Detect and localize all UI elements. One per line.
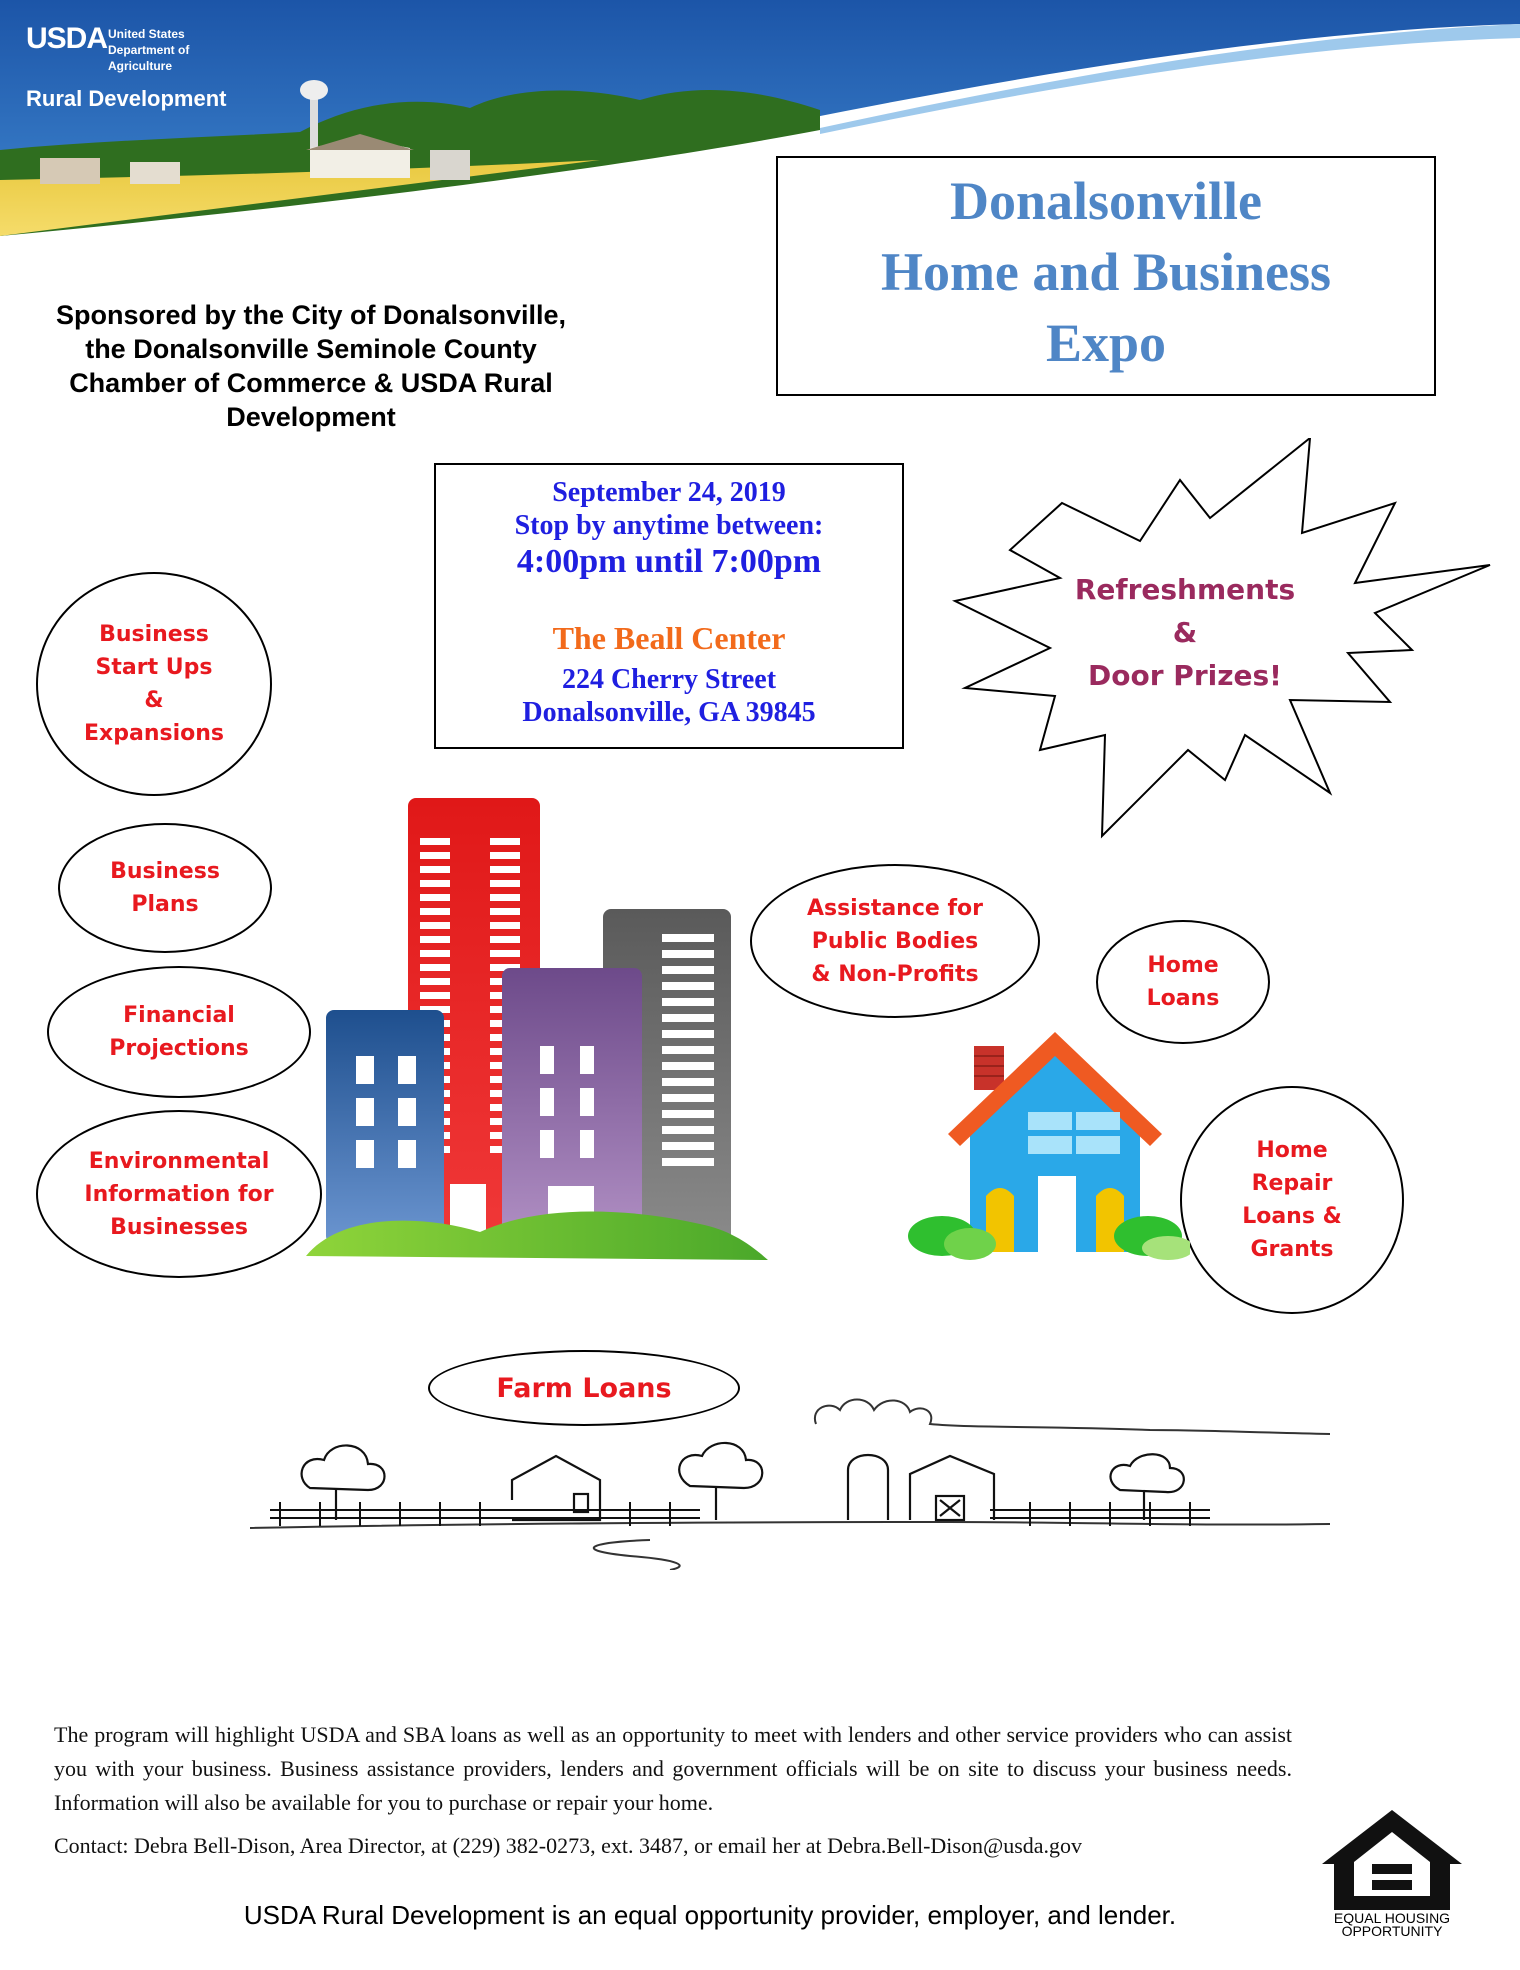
sponsor-line-4: Development <box>226 402 396 432</box>
eho-line-1: EQUAL HOUSING <box>1333 1910 1451 1926</box>
event-stop-by: Stop by anytime between: <box>514 510 824 541</box>
sponsor-text <box>20 298 602 434</box>
event-details-box <box>434 463 904 749</box>
event-time: 4:00pm until 7:00pm <box>516 543 822 580</box>
title-line-1: Donalsonville <box>949 171 1263 231</box>
farm-sketch-illustration <box>250 1370 1330 1570</box>
service-projections-oval <box>47 966 311 1098</box>
title-box <box>776 156 1436 396</box>
service-environmental-oval <box>36 1110 322 1278</box>
service-home-loans-oval <box>1096 920 1270 1044</box>
event-city: Donalsonville, GA 39845 <box>522 697 816 728</box>
service-startups-oval <box>36 572 272 796</box>
program-description: The program will highlight USDA and SBA loans as well as an opportunity to meet with lenders and other service providers who can assist you with your business. Business assistance providers, lenders and government officials will be on site to discuss your business needs. Information will also be available for you to purchase or repair your home. <box>54 1722 1292 1815</box>
agency-line-2: Department of <box>108 43 190 57</box>
usda-logo: USDA <box>26 22 108 55</box>
title-line-2: Home and Business <box>880 242 1332 302</box>
burst-line-2: & <box>1172 616 1198 649</box>
equal-housing-label <box>1318 1912 1466 1938</box>
service-home-repair: Home Repair Loans & Grants <box>1242 1138 1342 1262</box>
refreshments-text <box>1040 568 1330 697</box>
sponsor-line-2: the Donalsonville Seminole County <box>85 334 537 364</box>
title-line-3: Expo <box>1045 313 1167 373</box>
service-environmental: Environmental Information for Businesses <box>84 1148 274 1240</box>
city-buildings-illustration <box>300 794 770 1264</box>
agency-line-3: Agriculture <box>108 59 173 73</box>
sponsor-line-1: Sponsored by the City of Donalsonville, <box>55 300 567 330</box>
division-name: Rural Development <box>26 86 227 111</box>
agency-name <box>108 26 189 74</box>
contact-info: Contact: Debra Bell-Dison, Area Director, at (229) 382-0273, ext. 3487, or email her at Debra.Bell-Dison@usda.gov <box>54 1833 1083 1858</box>
service-plans-oval <box>58 823 272 953</box>
service-farm-loans: Farm Loans <box>496 1372 672 1404</box>
service-plans: Business Plans <box>110 859 220 917</box>
service-projections: Financial Projections <box>109 1003 249 1061</box>
house-illustration <box>900 1030 1190 1266</box>
service-startups: Business Start Ups & Expansions <box>84 622 224 746</box>
event-venue: The Beall Center <box>552 620 786 656</box>
service-home-loans: Home Loans <box>1146 953 1220 1011</box>
eho-line-2: OPPORTUNITY <box>1341 1923 1443 1939</box>
service-public-bodies-oval <box>750 864 1040 1018</box>
burst-line-3: Door Prizes! <box>1088 659 1282 692</box>
sponsor-line-3: Chamber of Commerce & USDA Rural <box>69 368 553 398</box>
burst-line-1: Refreshments <box>1074 573 1296 606</box>
service-home-repair-oval <box>1180 1086 1404 1314</box>
agency-line-1: United States <box>108 27 185 41</box>
equal-opportunity-statement: USDA Rural Development is an equal opportunity provider, employer, and lender. <box>243 1900 1177 1930</box>
event-street: 224 Cherry Street <box>561 664 777 695</box>
service-public-bodies: Assistance for Public Bodies & Non-Profits <box>806 895 984 987</box>
event-date: September 24, 2019 <box>552 477 786 508</box>
